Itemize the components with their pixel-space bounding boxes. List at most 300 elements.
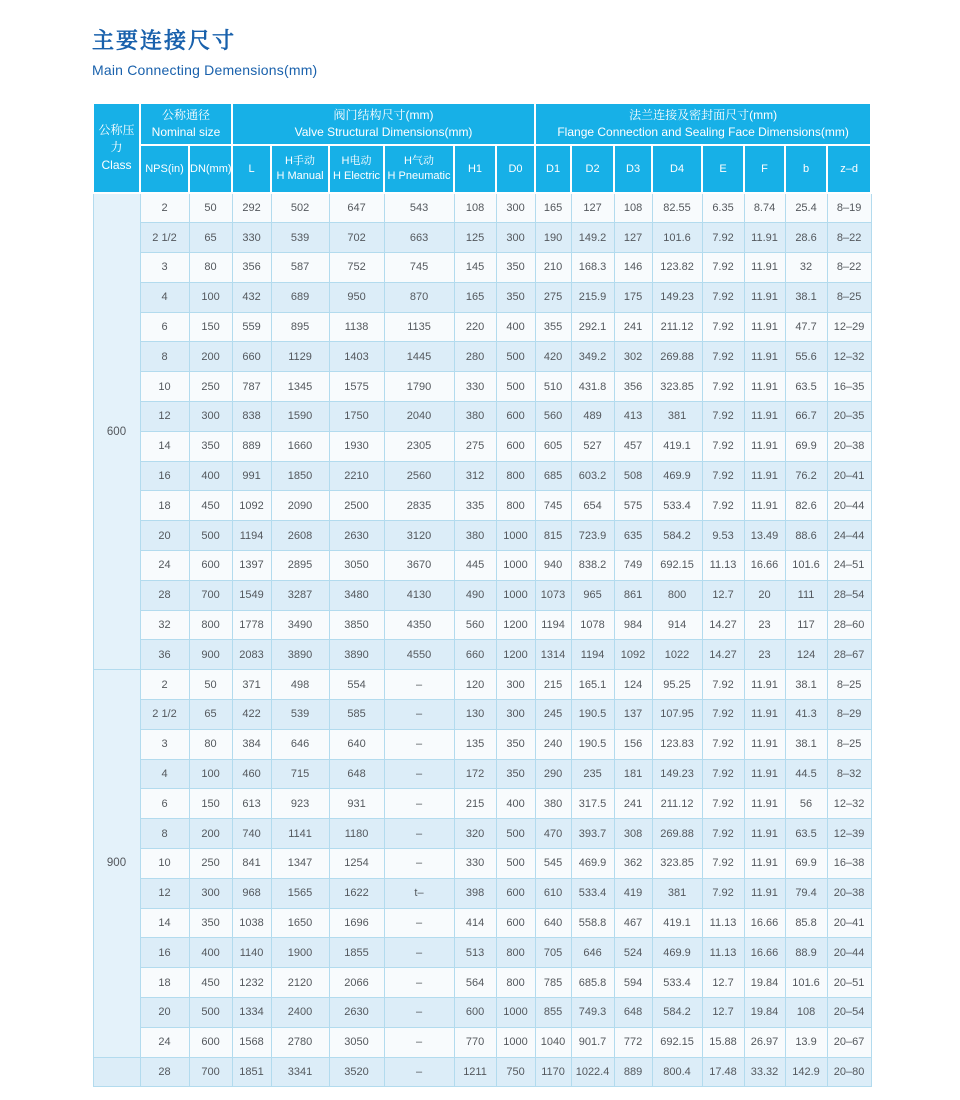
cell-h1: 280 xyxy=(454,342,496,372)
cell-z-d: 8–25 xyxy=(827,670,871,700)
cell-e: 7.92 xyxy=(702,461,744,491)
cell-h-manual: 2608 xyxy=(271,521,329,551)
cell-d2: 292.1 xyxy=(571,312,614,342)
cell-h1: 130 xyxy=(454,700,496,730)
column-header-d0: D0 xyxy=(496,145,535,193)
cell-d0: 300 xyxy=(496,670,535,700)
cell-d2: 965 xyxy=(571,580,614,610)
cell-d4: 381 xyxy=(652,402,702,432)
cell-b: 63.5 xyxy=(785,819,827,849)
cell-dn-mm: 100 xyxy=(189,282,232,312)
table-row xyxy=(93,610,871,640)
cell-h-manual: 3890 xyxy=(271,640,329,670)
column-header-dn-mm: DN(mm) xyxy=(189,145,232,193)
cell-h1: 275 xyxy=(454,431,496,461)
dimensions-table xyxy=(92,102,872,1087)
cell-h1: 330 xyxy=(454,849,496,879)
cell-d0: 1000 xyxy=(496,580,535,610)
column-header-d4: D4 xyxy=(652,145,702,193)
cell-d2: 349.2 xyxy=(571,342,614,372)
table-row xyxy=(93,551,871,581)
cell-z-d: 8–25 xyxy=(827,282,871,312)
cell-dn-mm: 200 xyxy=(189,342,232,372)
cell-b: 142.9 xyxy=(785,1057,827,1087)
cell-d4: 149.23 xyxy=(652,759,702,789)
cell-h-manual: 3490 xyxy=(271,610,329,640)
cell-nps-in: 2 xyxy=(140,670,189,700)
cell-h-electric: 1750 xyxy=(329,402,384,432)
cell-h-manual: 1660 xyxy=(271,431,329,461)
cell-l: 991 xyxy=(232,461,271,491)
cell-b: 85.8 xyxy=(785,908,827,938)
cell-d1: 1314 xyxy=(535,640,571,670)
cell-d1: 1040 xyxy=(535,1027,571,1057)
cell-l: 1778 xyxy=(232,610,271,640)
cell-dn-mm: 500 xyxy=(189,521,232,551)
cell-d0: 1200 xyxy=(496,610,535,640)
cell-e: 7.92 xyxy=(702,670,744,700)
cell-dn-mm: 50 xyxy=(189,670,232,700)
cell-f: 11.91 xyxy=(744,372,785,402)
cell-d1: 275 xyxy=(535,282,571,312)
group-header-flange-connection-and-sealing-face-dimensions-mm: 法兰连接及密封面尺寸(mm) Flange Connection and Sealing Face Dimensions(mm) xyxy=(535,103,871,145)
cell-nps-in: 3 xyxy=(140,729,189,759)
cell-d4: 419.1 xyxy=(652,431,702,461)
column-header-h-pneumatic: H气动 H Pneumatic xyxy=(384,145,454,193)
cell-d0: 600 xyxy=(496,878,535,908)
cell-l: 356 xyxy=(232,253,271,283)
table-row xyxy=(93,908,871,938)
cell-nps-in: 4 xyxy=(140,282,189,312)
cell-h1: 125 xyxy=(454,223,496,253)
class-cell: 600 xyxy=(93,193,140,670)
cell-h-manual: 2120 xyxy=(271,968,329,998)
cell-e: 7.92 xyxy=(702,491,744,521)
cell-l: 384 xyxy=(232,729,271,759)
cell-nps-in: 16 xyxy=(140,938,189,968)
cell-z-d: 16–38 xyxy=(827,849,871,879)
cell-e: 7.92 xyxy=(702,282,744,312)
cell-d4: 107.95 xyxy=(652,700,702,730)
cell-h-manual: 1900 xyxy=(271,938,329,968)
page-subtitle: Main Connecting Demensions(mm) xyxy=(92,62,318,78)
cell-z-d: 20–67 xyxy=(827,1027,871,1057)
cell-f: 11.91 xyxy=(744,282,785,312)
cell-h-manual: 715 xyxy=(271,759,329,789)
cell-d3: 175 xyxy=(614,282,652,312)
cell-b: 69.9 xyxy=(785,431,827,461)
cell-f: 16.66 xyxy=(744,551,785,581)
cell-z-d: 24–44 xyxy=(827,521,871,551)
cell-h1: 380 xyxy=(454,521,496,551)
cell-d2: 489 xyxy=(571,402,614,432)
cell-f: 19.84 xyxy=(744,998,785,1028)
cell-dn-mm: 600 xyxy=(189,551,232,581)
cell-dn-mm: 700 xyxy=(189,1057,232,1087)
cell-d2: 558.8 xyxy=(571,908,614,938)
cell-l: 1334 xyxy=(232,998,271,1028)
cell-d0: 600 xyxy=(496,431,535,461)
cell-z-d: 20–38 xyxy=(827,878,871,908)
cell-f: 11.91 xyxy=(744,253,785,283)
cell-d3: 594 xyxy=(614,968,652,998)
cell-d4: 533.4 xyxy=(652,968,702,998)
cell-d2: 127 xyxy=(571,193,614,223)
header-sub-row xyxy=(93,145,871,193)
cell-nps-in: 4 xyxy=(140,759,189,789)
column-header-l: L xyxy=(232,145,271,193)
cell-h-pneumatic: – xyxy=(384,670,454,700)
cell-z-d: 12–29 xyxy=(827,312,871,342)
cell-e: 7.92 xyxy=(702,342,744,372)
cell-dn-mm: 700 xyxy=(189,580,232,610)
cell-dn-mm: 65 xyxy=(189,223,232,253)
column-header-class: 公称压力 Class xyxy=(93,103,140,193)
cell-d1: 420 xyxy=(535,342,571,372)
cell-e: 15.88 xyxy=(702,1027,744,1057)
cell-l: 330 xyxy=(232,223,271,253)
cell-h-electric: 1696 xyxy=(329,908,384,938)
cell-h-electric: 3520 xyxy=(329,1057,384,1087)
cell-h-pneumatic: 4130 xyxy=(384,580,454,610)
cell-nps-in: 28 xyxy=(140,580,189,610)
cell-h-pneumatic: – xyxy=(384,968,454,998)
cell-d2: 1194 xyxy=(571,640,614,670)
cell-h-electric: 1930 xyxy=(329,431,384,461)
cell-l: 838 xyxy=(232,402,271,432)
cell-nps-in: 14 xyxy=(140,908,189,938)
cell-z-d: 12–39 xyxy=(827,819,871,849)
cell-z-d: 8–32 xyxy=(827,759,871,789)
cell-d3: 302 xyxy=(614,342,652,372)
cell-nps-in: 2 1/2 xyxy=(140,223,189,253)
cell-d2: 190.5 xyxy=(571,729,614,759)
cell-d1: 1194 xyxy=(535,610,571,640)
cell-d2: 317.5 xyxy=(571,789,614,819)
cell-h1: 398 xyxy=(454,878,496,908)
cell-h-pneumatic: – xyxy=(384,789,454,819)
cell-e: 12.7 xyxy=(702,580,744,610)
cell-d2: 527 xyxy=(571,431,614,461)
cell-b: 88.6 xyxy=(785,521,827,551)
cell-dn-mm: 300 xyxy=(189,402,232,432)
cell-h1: 660 xyxy=(454,640,496,670)
cell-h-manual: 1850 xyxy=(271,461,329,491)
cell-dn-mm: 150 xyxy=(189,312,232,342)
cell-d1: 1170 xyxy=(535,1057,571,1087)
cell-dn-mm: 80 xyxy=(189,729,232,759)
cell-d2: 215.9 xyxy=(571,282,614,312)
cell-h-manual: 1347 xyxy=(271,849,329,879)
cell-b: 63.5 xyxy=(785,372,827,402)
cell-h-electric: 752 xyxy=(329,253,384,283)
cell-d1: 245 xyxy=(535,700,571,730)
table-row xyxy=(93,342,871,372)
cell-b: 101.6 xyxy=(785,551,827,581)
cell-d0: 350 xyxy=(496,282,535,312)
cell-z-d: 20–35 xyxy=(827,402,871,432)
cell-b: 32 xyxy=(785,253,827,283)
cell-f: 26.97 xyxy=(744,1027,785,1057)
cell-e: 7.92 xyxy=(702,819,744,849)
cell-dn-mm: 80 xyxy=(189,253,232,283)
cell-dn-mm: 450 xyxy=(189,968,232,998)
column-header-b: b xyxy=(785,145,827,193)
cell-f: 11.91 xyxy=(744,461,785,491)
cell-d1: 165 xyxy=(535,193,571,223)
cell-z-d: 12–32 xyxy=(827,789,871,819)
cell-h-manual: 1141 xyxy=(271,819,329,849)
table-row xyxy=(93,491,871,521)
table-row xyxy=(93,223,871,253)
cell-z-d: 20–41 xyxy=(827,908,871,938)
header-group-row xyxy=(93,103,871,145)
cell-d4: 323.85 xyxy=(652,849,702,879)
cell-d1: 940 xyxy=(535,551,571,581)
cell-h1: 770 xyxy=(454,1027,496,1057)
cell-d0: 350 xyxy=(496,729,535,759)
column-header-d2: D2 xyxy=(571,145,614,193)
cell-h-manual: 2895 xyxy=(271,551,329,581)
cell-nps-in: 14 xyxy=(140,431,189,461)
cell-e: 11.13 xyxy=(702,938,744,968)
cell-h-electric: 1138 xyxy=(329,312,384,342)
cell-b: 56 xyxy=(785,789,827,819)
cell-h-pneumatic: – xyxy=(384,908,454,938)
cell-f: 13.49 xyxy=(744,521,785,551)
cell-h-electric: 585 xyxy=(329,700,384,730)
cell-d2: 168.3 xyxy=(571,253,614,283)
cell-d3: 413 xyxy=(614,402,652,432)
cell-h-pneumatic: – xyxy=(384,759,454,789)
cell-d0: 1000 xyxy=(496,1027,535,1057)
cell-f: 11.91 xyxy=(744,491,785,521)
cell-h1: 165 xyxy=(454,282,496,312)
cell-d1: 685 xyxy=(535,461,571,491)
cell-b: 44.5 xyxy=(785,759,827,789)
cell-d2: 190.5 xyxy=(571,700,614,730)
cell-h-pneumatic: 2040 xyxy=(384,402,454,432)
cell-nps-in: 6 xyxy=(140,312,189,342)
cell-d0: 1200 xyxy=(496,640,535,670)
cell-f: 11.91 xyxy=(744,670,785,700)
cell-d4: 419.1 xyxy=(652,908,702,938)
cell-d2: 646 xyxy=(571,938,614,968)
cell-z-d: 28–54 xyxy=(827,580,871,610)
cell-h-pneumatic: – xyxy=(384,819,454,849)
cell-d4: 584.2 xyxy=(652,998,702,1028)
cell-z-d: 20–44 xyxy=(827,938,871,968)
cell-h1: 330 xyxy=(454,372,496,402)
cell-nps-in: 3 xyxy=(140,253,189,283)
table-row xyxy=(93,253,871,283)
cell-d4: 692.15 xyxy=(652,551,702,581)
cell-b: 41.3 xyxy=(785,700,827,730)
cell-d2: 723.9 xyxy=(571,521,614,551)
cell-b: 124 xyxy=(785,640,827,670)
cell-f: 11.91 xyxy=(744,878,785,908)
cell-h1: 145 xyxy=(454,253,496,283)
cell-e: 11.13 xyxy=(702,551,744,581)
cell-h-electric: 640 xyxy=(329,729,384,759)
cell-h1: 513 xyxy=(454,938,496,968)
cell-d1: 545 xyxy=(535,849,571,879)
cell-h-manual: 923 xyxy=(271,789,329,819)
cell-nps-in: 20 xyxy=(140,998,189,1028)
cell-b: 82.6 xyxy=(785,491,827,521)
cell-b: 38.1 xyxy=(785,670,827,700)
cell-d0: 600 xyxy=(496,908,535,938)
cell-h-pneumatic: – xyxy=(384,938,454,968)
column-header-d3: D3 xyxy=(614,145,652,193)
cell-nps-in: 2 1/2 xyxy=(140,700,189,730)
cell-e: 12.7 xyxy=(702,968,744,998)
cell-h-pneumatic: – xyxy=(384,729,454,759)
cell-h-electric: 3850 xyxy=(329,610,384,640)
table-row xyxy=(93,998,871,1028)
cell-d0: 400 xyxy=(496,312,535,342)
cell-b: 38.1 xyxy=(785,729,827,759)
cell-dn-mm: 500 xyxy=(189,998,232,1028)
cell-h-pneumatic: 543 xyxy=(384,193,454,223)
cell-h-pneumatic: 2560 xyxy=(384,461,454,491)
cell-d4: 469.9 xyxy=(652,938,702,968)
cell-l: 660 xyxy=(232,342,271,372)
column-header-h1: H1 xyxy=(454,145,496,193)
cell-h1: 560 xyxy=(454,610,496,640)
cell-d2: 149.2 xyxy=(571,223,614,253)
cell-f: 8.74 xyxy=(744,193,785,223)
cell-d1: 470 xyxy=(535,819,571,849)
cell-b: 69.9 xyxy=(785,849,827,879)
cell-d4: 914 xyxy=(652,610,702,640)
cell-d1: 1073 xyxy=(535,580,571,610)
cell-l: 422 xyxy=(232,700,271,730)
cell-d4: 269.88 xyxy=(652,342,702,372)
cell-d0: 1000 xyxy=(496,521,535,551)
cell-b: 79.4 xyxy=(785,878,827,908)
cell-d3: 362 xyxy=(614,849,652,879)
cell-d2: 165.1 xyxy=(571,670,614,700)
cell-h-electric: 1855 xyxy=(329,938,384,968)
cell-f: 11.91 xyxy=(744,342,785,372)
cell-h1: 445 xyxy=(454,551,496,581)
cell-f: 11.91 xyxy=(744,402,785,432)
cell-h-electric: 554 xyxy=(329,670,384,700)
cell-l: 1038 xyxy=(232,908,271,938)
cell-nps-in: 32 xyxy=(140,610,189,640)
cell-h-manual: 1565 xyxy=(271,878,329,908)
cell-l: 292 xyxy=(232,193,271,223)
cell-h1: 414 xyxy=(454,908,496,938)
cell-h-pneumatic: 745 xyxy=(384,253,454,283)
cell-f: 16.66 xyxy=(744,908,785,938)
cell-h-pneumatic: – xyxy=(384,700,454,730)
cell-h-pneumatic: 2835 xyxy=(384,491,454,521)
cell-e: 7.92 xyxy=(702,312,744,342)
cell-l: 559 xyxy=(232,312,271,342)
cell-l: 460 xyxy=(232,759,271,789)
table-row xyxy=(93,461,871,491)
cell-h-electric: 950 xyxy=(329,282,384,312)
table-row xyxy=(93,193,871,223)
cell-d4: 123.82 xyxy=(652,253,702,283)
cell-l: 787 xyxy=(232,372,271,402)
cell-h-pneumatic: 663 xyxy=(384,223,454,253)
cell-h-manual: 498 xyxy=(271,670,329,700)
table-row xyxy=(93,521,871,551)
cell-d2: 393.7 xyxy=(571,819,614,849)
cell-d4: 123.83 xyxy=(652,729,702,759)
cell-h-electric: 2210 xyxy=(329,461,384,491)
cell-d0: 500 xyxy=(496,819,535,849)
table-row xyxy=(93,878,871,908)
cell-d2: 533.4 xyxy=(571,878,614,908)
cell-e: 14.27 xyxy=(702,640,744,670)
cell-z-d: 8–25 xyxy=(827,729,871,759)
cell-z-d: 12–32 xyxy=(827,342,871,372)
table-row xyxy=(93,670,871,700)
cell-h1: 564 xyxy=(454,968,496,998)
table-row xyxy=(93,580,871,610)
cell-nps-in: 24 xyxy=(140,551,189,581)
cell-d3: 508 xyxy=(614,461,652,491)
cell-e: 7.92 xyxy=(702,878,744,908)
cell-d0: 800 xyxy=(496,491,535,521)
cell-d0: 350 xyxy=(496,253,535,283)
cell-z-d: 20–41 xyxy=(827,461,871,491)
cell-nps-in: 24 xyxy=(140,1027,189,1057)
cell-nps-in: 28 xyxy=(140,1057,189,1087)
cell-d2: 469.9 xyxy=(571,849,614,879)
cell-e: 7.92 xyxy=(702,223,744,253)
cell-h-manual: 646 xyxy=(271,729,329,759)
cell-d4: 149.23 xyxy=(652,282,702,312)
cell-h1: 108 xyxy=(454,193,496,223)
cell-e: 12.7 xyxy=(702,998,744,1028)
column-header-d1: D1 xyxy=(535,145,571,193)
cell-d4: 469.9 xyxy=(652,461,702,491)
cell-d4: 82.55 xyxy=(652,193,702,223)
cell-d3: 356 xyxy=(614,372,652,402)
cell-h-electric: 931 xyxy=(329,789,384,819)
cell-d2: 654 xyxy=(571,491,614,521)
table-row xyxy=(93,282,871,312)
cell-h-pneumatic: 1135 xyxy=(384,312,454,342)
cell-dn-mm: 200 xyxy=(189,819,232,849)
cell-e: 7.92 xyxy=(702,729,744,759)
cell-e: 14.27 xyxy=(702,610,744,640)
cell-h-manual: 1345 xyxy=(271,372,329,402)
cell-h-electric: 3890 xyxy=(329,640,384,670)
cell-h1: 600 xyxy=(454,998,496,1028)
cell-nps-in: 2 xyxy=(140,193,189,223)
cell-h1: 120 xyxy=(454,670,496,700)
cell-h-electric: 1575 xyxy=(329,372,384,402)
column-header-nps-in: NPS(in) xyxy=(140,145,189,193)
cell-d2: 1022.4 xyxy=(571,1057,614,1087)
cell-d3: 146 xyxy=(614,253,652,283)
cell-d3: 127 xyxy=(614,223,652,253)
cell-d3: 861 xyxy=(614,580,652,610)
cell-b: 66.7 xyxy=(785,402,827,432)
cell-d1: 215 xyxy=(535,670,571,700)
cell-h-manual: 3341 xyxy=(271,1057,329,1087)
cell-h-electric: 648 xyxy=(329,759,384,789)
cell-h-electric: 2500 xyxy=(329,491,384,521)
cell-h-pneumatic: 1445 xyxy=(384,342,454,372)
cell-b: 111 xyxy=(785,580,827,610)
